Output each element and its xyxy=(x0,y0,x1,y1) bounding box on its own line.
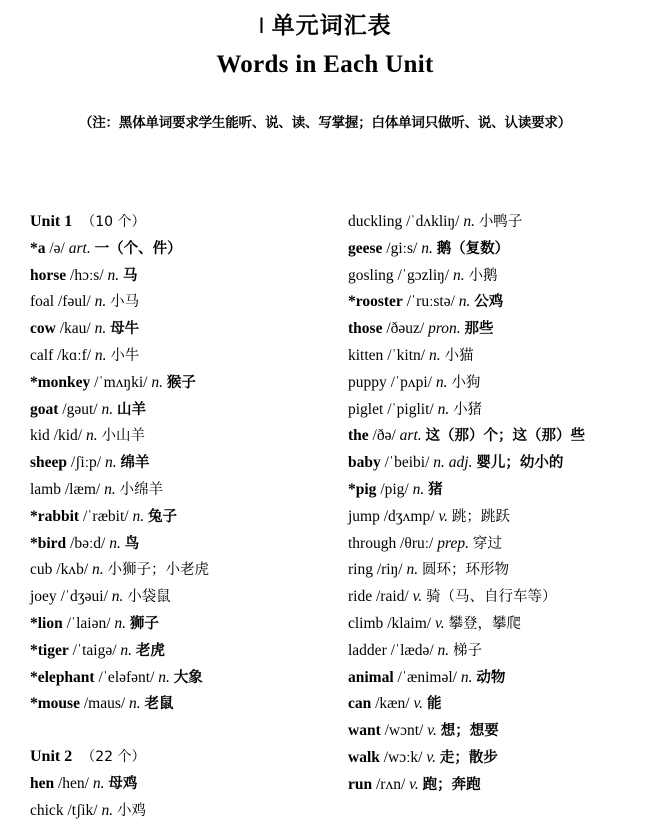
entry-translation: 鸟 xyxy=(124,535,140,552)
entry-translation: 小猫 xyxy=(444,347,474,364)
entry-part-of-speech: n. xyxy=(107,266,120,284)
entry-part-of-speech: n. xyxy=(94,346,107,364)
entry-part-of-speech: n. xyxy=(94,293,107,311)
entry-word: foal xyxy=(30,293,55,311)
entry-translation: 走；散步 xyxy=(439,749,498,766)
entry-translation: 跳；跳跃 xyxy=(451,508,510,525)
entry-phonetic: /læm/ xyxy=(64,480,101,498)
entry-phonetic: /raid/ xyxy=(375,588,409,606)
entry-phonetic: /θruː/ xyxy=(400,534,434,552)
vocabulary-entry xyxy=(30,798,330,824)
entry-translation: 马 xyxy=(123,267,138,284)
entry-phonetic: /klaim/ xyxy=(387,614,432,632)
entry-word: puppy xyxy=(348,373,387,391)
entry-translation: 老鼠 xyxy=(144,696,174,713)
entry-phonetic: /ˈlædə/ xyxy=(390,641,434,659)
entry-part-of-speech: n. xyxy=(129,695,141,713)
entry-word: ring xyxy=(348,561,373,579)
entry-word: elephant xyxy=(37,668,95,686)
entry-translation: 小狗 xyxy=(451,374,481,391)
entry-translation: 动物 xyxy=(476,669,506,686)
entry-translation: 小绵羊 xyxy=(119,481,164,498)
vocabulary-entry xyxy=(348,263,648,290)
entry-part-of-speech: v. xyxy=(427,722,437,740)
page-title-chinese-text: 单元词汇表 xyxy=(271,13,392,39)
entry-part-of-speech: art. xyxy=(68,239,91,257)
entry-part-of-speech: n. xyxy=(92,774,105,792)
entry-word: ride xyxy=(348,588,373,606)
entry-part-of-speech: v. xyxy=(413,695,424,713)
page-title-english: Words in Each Unit xyxy=(216,50,434,78)
page-title-chinese xyxy=(0,0,650,41)
entry-word: calf xyxy=(30,346,54,364)
vocabulary-entry xyxy=(30,638,330,665)
entry-phonetic: /ˈæniməl/ xyxy=(397,668,457,686)
entry-translation: 能 xyxy=(426,696,442,713)
asterisk-marker: * xyxy=(348,293,356,311)
entry-translation: 老虎 xyxy=(135,642,165,659)
vocabulary-column-right xyxy=(348,209,648,799)
entry-part-of-speech: n. adj. xyxy=(433,454,473,472)
entry-word: lion xyxy=(37,614,63,632)
entry-phonetic: /kau/ xyxy=(59,320,91,338)
vocabulary-entry xyxy=(348,691,648,718)
vocabulary-entry xyxy=(30,771,330,798)
entry-translation: 这（那）个；这（那）些 xyxy=(425,428,586,445)
entry-word: cow xyxy=(30,320,56,338)
entry-word: ladder xyxy=(348,641,387,659)
entry-word: can xyxy=(348,695,372,713)
entry-phonetic: /ˈpʌpi/ xyxy=(390,373,432,391)
vocabulary-entry xyxy=(30,289,330,316)
entry-word: lamb xyxy=(30,480,61,498)
entry-translation: 母牛 xyxy=(110,321,140,338)
entry-translation: 绵羊 xyxy=(120,455,150,472)
entry-word: joey xyxy=(30,588,57,606)
vocabulary-column-left xyxy=(30,209,330,824)
entry-translation: 大象 xyxy=(173,669,203,686)
entry-translation: 小牛 xyxy=(110,347,140,364)
entry-translation: 小袋鼠 xyxy=(127,589,171,606)
entry-word: goat xyxy=(30,400,59,418)
entry-translation: 婴儿；幼小的 xyxy=(476,455,564,472)
vocabulary-entry xyxy=(348,665,648,692)
entry-word: jump xyxy=(348,507,380,525)
unit-heading xyxy=(30,209,330,236)
entry-word: kitten xyxy=(348,346,384,364)
entry-word: sheep xyxy=(30,454,68,472)
entry-translation: 圆环；环形物 xyxy=(421,562,509,579)
entry-word: climb xyxy=(348,614,384,632)
usage-note: （注：黑体单词要求学生能听、说、读、写掌握；白体单词只做听、说、认读要求） xyxy=(78,114,572,131)
vocabulary-entry xyxy=(348,316,648,343)
vocabulary-entry xyxy=(30,423,330,450)
vocabulary-entry xyxy=(348,370,648,397)
entry-translation: 兔子 xyxy=(147,508,177,525)
entry-part-of-speech: n. xyxy=(412,480,425,498)
entry-translation: 小鹅 xyxy=(468,267,498,284)
vocabulary-entry xyxy=(30,316,330,343)
entry-translation: 小鸭子 xyxy=(478,214,523,230)
entry-translation: 猪 xyxy=(428,481,443,498)
vocabulary-entry xyxy=(348,477,648,504)
entry-translation: 穿过 xyxy=(472,535,502,552)
entry-word: duckling xyxy=(348,213,403,230)
entry-phonetic: /ˈdʌkliŋ/ xyxy=(406,213,460,230)
vocabulary-entry xyxy=(30,531,330,558)
asterisk-marker: * xyxy=(30,641,38,659)
entry-part-of-speech: n. xyxy=(109,534,121,552)
unit-heading-label: Unit 1 xyxy=(30,213,73,230)
vocabulary-entry xyxy=(348,209,648,236)
entry-phonetic: /ˈgɔzliŋ/ xyxy=(397,266,450,284)
entry-translation: 鹅（复数） xyxy=(436,240,510,257)
entry-translation: 梯子 xyxy=(453,642,483,659)
vocabulary-entry xyxy=(348,531,648,558)
entry-part-of-speech: n. xyxy=(437,641,450,659)
entry-part-of-speech: n. xyxy=(437,400,450,418)
asterisk-marker: * xyxy=(30,695,38,713)
vocabulary-entry xyxy=(30,370,330,397)
entry-phonetic: /ðə/ xyxy=(372,427,396,445)
entry-translation: 那些 xyxy=(464,321,494,338)
entry-translation: 狮子 xyxy=(129,615,159,632)
entry-word: hen xyxy=(30,774,55,792)
entry-part-of-speech: n. xyxy=(114,614,127,632)
entry-phonetic: /ə/ xyxy=(49,239,65,257)
entry-part-of-speech: prep. xyxy=(437,534,469,552)
vocabulary-entry xyxy=(30,477,330,504)
entry-phonetic: /ˈdʒəui/ xyxy=(60,588,108,606)
entry-translation: 小鸡 xyxy=(116,802,146,819)
entry-part-of-speech: n. xyxy=(151,373,163,391)
entry-translation: 猴子 xyxy=(166,374,196,391)
entry-phonetic: /ˈræbit/ xyxy=(82,507,129,525)
entry-word: chick xyxy=(30,801,64,819)
vocabulary-entry xyxy=(348,397,648,424)
entry-word: monkey xyxy=(37,373,91,391)
unit-heading xyxy=(30,744,330,771)
entry-part-of-speech: n. xyxy=(101,400,114,418)
unit-heading-label: Unit 2 xyxy=(30,747,73,765)
entry-part-of-speech: pron. xyxy=(428,320,461,338)
entry-phonetic: /kæn/ xyxy=(375,695,410,713)
entry-part-of-speech: n. xyxy=(406,561,419,579)
asterisk-marker: * xyxy=(30,668,38,686)
unit-roman-numeral: Ⅰ xyxy=(258,14,266,38)
entry-phonetic: /ˈtaigə/ xyxy=(72,641,117,659)
entry-part-of-speech: n. xyxy=(104,480,116,498)
vocabulary-entry xyxy=(30,584,330,611)
entry-translation: 小马 xyxy=(110,294,140,311)
asterisk-marker: * xyxy=(348,480,356,498)
unit-word-count: （22 个） xyxy=(81,748,146,765)
entry-phonetic: /ˈbeibi/ xyxy=(384,454,430,472)
entry-word: kid xyxy=(30,427,50,445)
entry-translation: 山羊 xyxy=(116,401,146,418)
entry-phonetic: /ˈlaiən/ xyxy=(66,614,111,632)
entry-part-of-speech: v. xyxy=(409,775,419,793)
entry-word: those xyxy=(348,320,383,338)
entry-phonetic: /wɔːk/ xyxy=(383,748,423,766)
entry-part-of-speech: v. xyxy=(438,507,449,525)
entry-word: piglet xyxy=(348,400,384,418)
unit-word-count: （10 个） xyxy=(81,214,146,230)
entry-part-of-speech: n. xyxy=(421,239,433,257)
entry-word: pig xyxy=(355,480,377,498)
entry-part-of-speech: n. xyxy=(120,641,133,659)
asterisk-marker: * xyxy=(30,614,38,632)
entry-word: a xyxy=(37,239,46,257)
entry-part-of-speech: n. xyxy=(104,454,117,472)
entry-part-of-speech: n. xyxy=(132,507,145,525)
entry-part-of-speech: v. xyxy=(426,748,436,766)
vocabulary-entry xyxy=(348,423,648,450)
vocabulary-entry xyxy=(348,584,648,611)
entry-part-of-speech: art. xyxy=(399,427,422,445)
asterisk-marker: * xyxy=(30,507,38,525)
entry-translation: 公鸡 xyxy=(474,294,504,311)
vocabulary-entry xyxy=(30,236,330,263)
entry-part-of-speech: n. xyxy=(428,346,441,364)
entry-phonetic: /dʒʌmp/ xyxy=(383,507,435,525)
entry-word: walk xyxy=(348,748,380,766)
entry-phonetic: /ˈmʌŋki/ xyxy=(94,373,148,391)
vocabulary-entry xyxy=(30,611,330,638)
entry-translation: 骑（马、自行车等） xyxy=(426,589,557,606)
entry-word: through xyxy=(348,534,397,552)
vocabulary-entry xyxy=(30,263,330,290)
entry-phonetic: /giːs/ xyxy=(386,239,418,257)
vocabulary-entry xyxy=(348,289,648,316)
entry-phonetic: /gəut/ xyxy=(62,400,98,418)
entry-phonetic: /kid/ xyxy=(53,427,83,445)
vocabulary-entry xyxy=(348,343,648,370)
entry-translation: 攀登，攀爬 xyxy=(448,615,521,632)
entry-translation: 跑；奔跑 xyxy=(422,776,481,793)
vocabulary-entry xyxy=(348,611,648,638)
entry-phonetic: /ðəuz/ xyxy=(386,320,425,338)
entry-word: tiger xyxy=(37,641,69,659)
vocabulary-entry xyxy=(348,557,648,584)
entry-translation: 一（个、件） xyxy=(94,240,182,257)
vocabulary-entry xyxy=(30,343,330,370)
vocabulary-entry xyxy=(348,638,648,665)
entry-word: run xyxy=(348,775,373,793)
entry-phonetic: /ˈpiglit/ xyxy=(387,400,434,418)
entry-word: cub xyxy=(30,561,53,579)
entry-part-of-speech: n. xyxy=(101,801,114,819)
entry-phonetic: /hen/ xyxy=(58,774,89,792)
entry-part-of-speech: n. xyxy=(94,320,107,338)
vocabulary-entry xyxy=(348,745,648,772)
entry-part-of-speech: n. xyxy=(92,561,104,579)
entry-part-of-speech: n. xyxy=(111,588,124,606)
asterisk-marker: * xyxy=(30,373,38,391)
entry-word: animal xyxy=(348,668,394,686)
entry-phonetic: /rʌn/ xyxy=(376,775,406,793)
entry-phonetic: /ˈkitn/ xyxy=(387,346,426,364)
entry-phonetic: /tʃik/ xyxy=(67,801,98,819)
entry-part-of-speech: n. xyxy=(460,668,473,686)
entry-phonetic: /ˈeləfənt/ xyxy=(98,668,155,686)
vocabulary-entry xyxy=(30,691,330,718)
entry-word: horse xyxy=(30,266,67,284)
vocabulary-entry xyxy=(30,504,330,531)
entry-translation: 小猪 xyxy=(453,401,483,418)
vocabulary-entry xyxy=(30,450,330,477)
entry-phonetic: /pig/ xyxy=(380,480,409,498)
entry-phonetic: /wɔnt/ xyxy=(384,722,424,740)
entry-part-of-speech: v. xyxy=(434,614,445,632)
entry-translation: 小山羊 xyxy=(101,428,145,445)
vocabulary-entry xyxy=(30,665,330,692)
vocabulary-entry xyxy=(30,397,330,424)
entry-word: want xyxy=(348,722,381,740)
entry-word: rabbit xyxy=(37,507,80,525)
entry-phonetic: /kʌb/ xyxy=(56,561,89,579)
vocabulary-entry xyxy=(348,504,648,531)
entry-word: bird xyxy=(37,534,67,552)
vocabulary-entry xyxy=(348,450,648,477)
entry-phonetic: /kɑːf/ xyxy=(57,346,92,364)
entry-phonetic: /riŋ/ xyxy=(376,561,403,579)
entry-part-of-speech: n. xyxy=(158,668,170,686)
entry-part-of-speech: n. xyxy=(458,293,471,311)
entry-translation: 想；想要 xyxy=(440,723,499,740)
vocabulary-entry xyxy=(348,236,648,263)
entry-word: rooster xyxy=(355,293,403,311)
vocabulary-entry xyxy=(348,718,648,745)
entry-phonetic: /ˈruːstə/ xyxy=(406,293,455,311)
entry-translation: 小狮子；小老虎 xyxy=(107,562,210,579)
vocabulary-entry xyxy=(348,772,648,799)
entry-part-of-speech: v. xyxy=(412,588,423,606)
entry-part-of-speech: n. xyxy=(85,427,98,445)
entry-phonetic: /fəul/ xyxy=(57,293,91,311)
entry-word: mouse xyxy=(37,695,80,713)
vocabulary-entry xyxy=(30,557,330,584)
entry-part-of-speech: n. xyxy=(435,373,448,391)
entry-word: baby xyxy=(348,454,381,472)
entry-phonetic: /maus/ xyxy=(83,695,126,713)
column-spacer xyxy=(30,718,330,744)
entry-translation: 母鸡 xyxy=(108,775,138,792)
entry-word: the xyxy=(348,427,369,445)
entry-word: geese xyxy=(348,239,383,257)
entry-part-of-speech: n. xyxy=(452,266,465,284)
entry-word: gosling xyxy=(348,266,394,284)
entry-phonetic: /bəːd/ xyxy=(70,534,106,552)
entry-phonetic: /hɔːs/ xyxy=(70,266,104,284)
entry-part-of-speech: n. xyxy=(463,213,475,230)
asterisk-marker: * xyxy=(30,239,38,257)
asterisk-marker: * xyxy=(30,534,38,552)
entry-phonetic: /ʃiːp/ xyxy=(70,454,102,472)
